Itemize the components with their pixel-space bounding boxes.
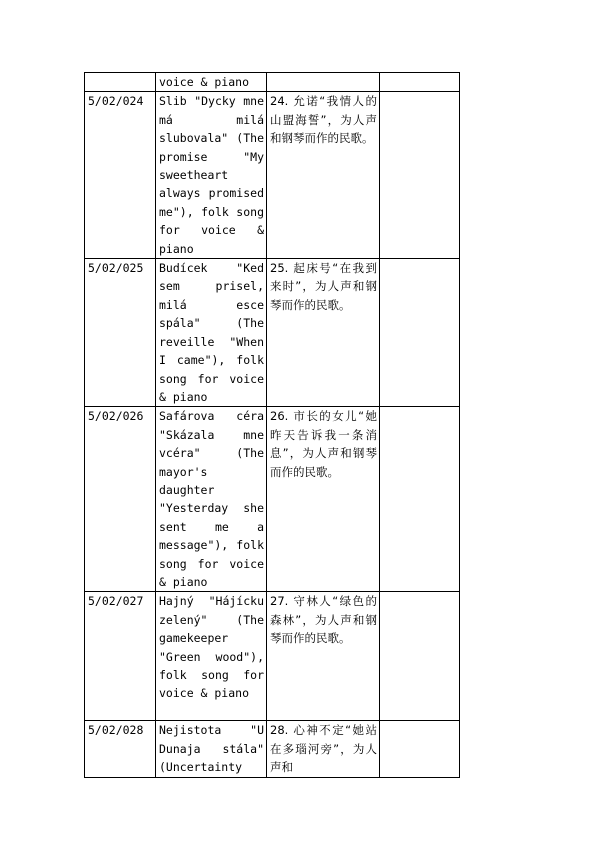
catalog-id-cell: 5/02/027 [85,592,156,721]
catalog-table [84,72,460,778]
notes-cell [380,407,460,592]
english-title-cell: Slib "Dycky mne má milá slubovala" (The promise "My sweetheart always promised me"), folk song for voice & piano [156,92,267,259]
catalog-id-cell [85,73,156,92]
english-title-cell: Safárova céra "Skázala mne vcéra" (The mayor's daughter "Yesterday she sent me a message"), folk song for voice & piano [156,407,267,592]
notes-cell [380,721,460,777]
table-row [85,721,460,777]
english-title-cell: Hajný "Hájícku zelený" (The gamekeeper "Green wood"), folk song for voice & piano [156,592,267,721]
catalog-id-cell: 5/02/028 [85,721,156,777]
catalog-id-cell: 5/02/026 [85,407,156,592]
chinese-title-cell: 28. 心神不定“她站在多瑙河旁”，为人声和 [267,721,380,777]
english-title-cell: Budícek "Ked sem prisel, milá esce spála" (The reveille "When I came"), folk song for voice & piano [156,259,267,407]
table-row [85,92,460,259]
chinese-title-cell: 27. 守林人“绿色的森林”，为人声和钢琴而作的民歌。 [267,592,380,721]
chinese-title-cell: 25. 起床号“在我到来时”，为人声和钢琴而作的民歌。 [267,259,380,407]
english-title-cell: Nejistota "U Dunaja stála" (Uncertainty [156,721,267,777]
table-row [85,592,460,721]
english-title-cell: voice & piano [156,73,267,92]
notes-cell [380,73,460,92]
notes-cell [380,592,460,721]
chinese-title-cell: 24. 允诺“我情人的山盟海誓”，为人声和钢琴而作的民歌。 [267,92,380,259]
chinese-title-cell [267,73,380,92]
catalog-id-cell: 5/02/024 [85,92,156,259]
notes-cell [380,259,460,407]
table-row [85,73,460,92]
notes-cell [380,92,460,259]
catalog-id-cell: 5/02/025 [85,259,156,407]
chinese-title-cell: 26. 市长的女儿“她昨天告诉我一条消息”，为人声和钢琴而作的民歌。 [267,407,380,592]
table-row [85,259,460,407]
table-row [85,407,460,592]
